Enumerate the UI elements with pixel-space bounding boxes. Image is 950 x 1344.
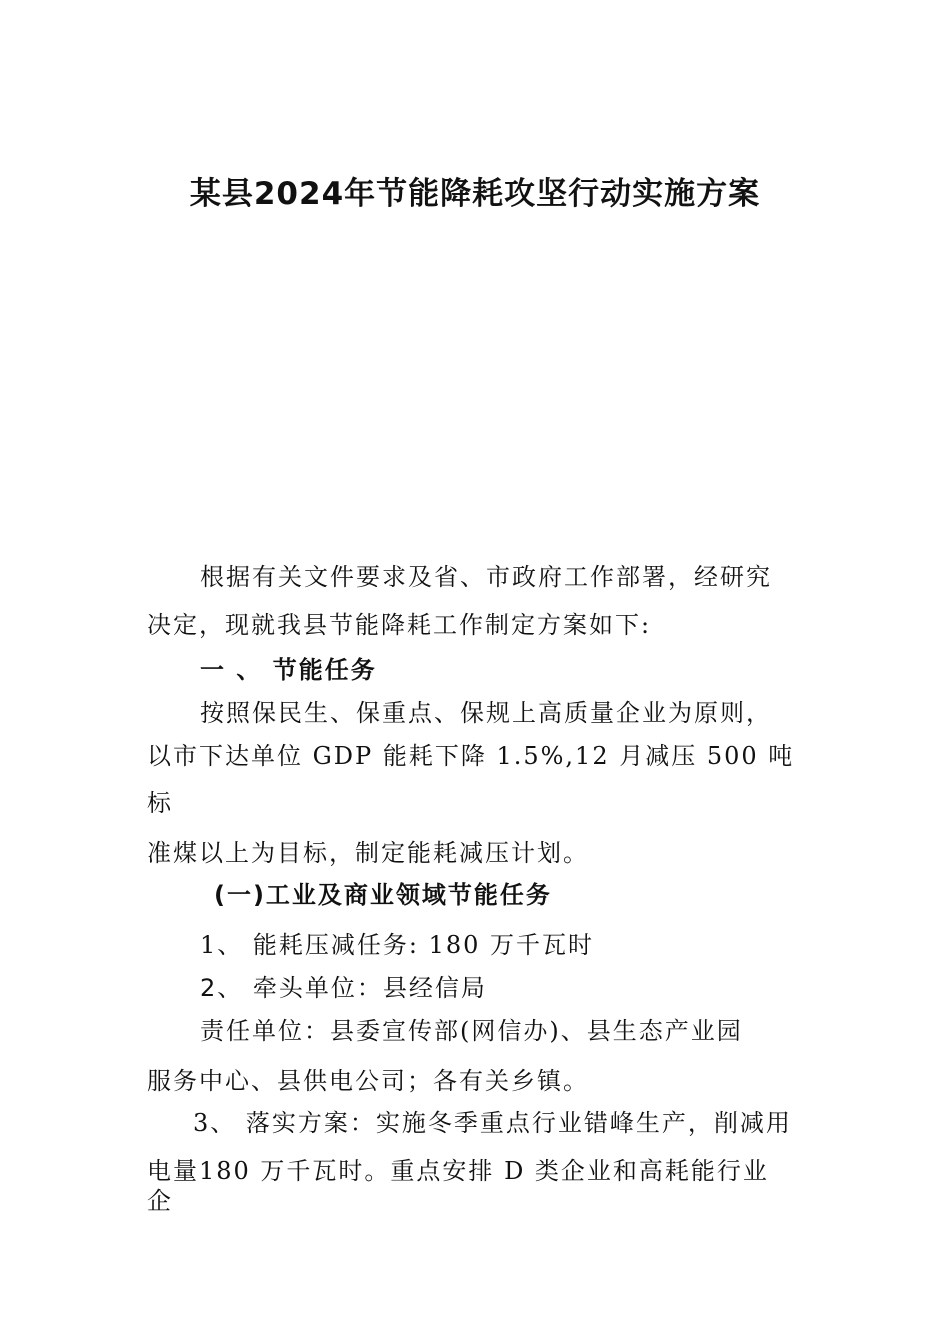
paragraph-line: 企 bbox=[147, 1187, 173, 1215]
paragraph-line: 责任单位：县委宣传部(网信办)、县生态产业园 bbox=[200, 1017, 743, 1045]
list-item: 3、 落实方案：实施冬季重点行业错峰生产，削减用 bbox=[193, 1109, 792, 1137]
subsection-heading: (一)工业及商业领域节能任务 bbox=[214, 881, 552, 909]
paragraph-line: 决定，现就我县节能降耗工作制定方案如下: bbox=[147, 611, 652, 639]
paragraph-line: 电量180 万千瓦时。重点安排 D 类企业和高耗能行业 bbox=[147, 1157, 769, 1185]
list-item: 1、 能耗压减任务: 180 万千瓦时 bbox=[200, 931, 595, 959]
paragraph-line: 准煤以上为目标，制定能耗减压计划。 bbox=[147, 839, 589, 867]
paragraph-line: 服务中心、县供电公司；各有关乡镇。 bbox=[147, 1067, 589, 1095]
section-heading: 一 、 节能任务 bbox=[200, 656, 377, 684]
paragraph-line: 根据有关文件要求及省、市政府工作部署，经研究 bbox=[200, 563, 772, 591]
document-title: 某县2024年节能降耗攻坚行动实施方案 bbox=[189, 176, 761, 212]
paragraph-line: 按照保民生、保重点、保规上高质量企业为原则， bbox=[200, 699, 772, 727]
paragraph-line: 标 bbox=[147, 789, 173, 817]
paragraph-line: 以市下达单位 GDP 能耗下降 1.5%,12 月减压 500 吨 bbox=[147, 742, 795, 770]
list-item: 2、 牵头单位：县经信局 bbox=[200, 974, 487, 1002]
